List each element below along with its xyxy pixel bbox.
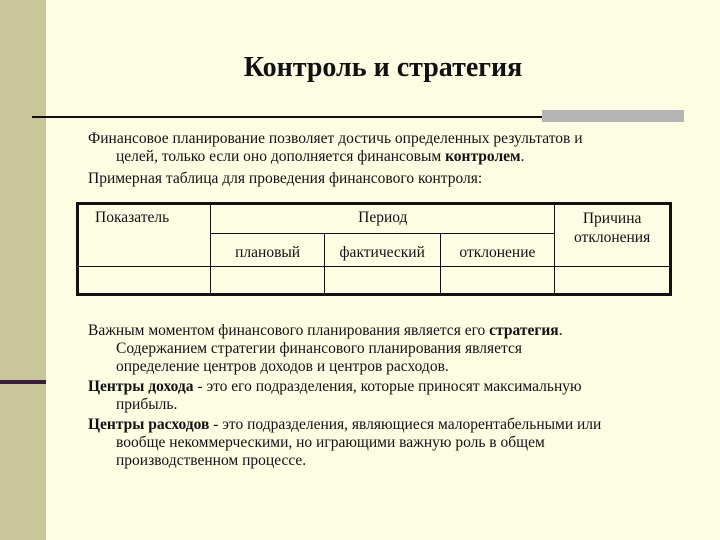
income-paragraph [88, 378, 698, 414]
strategy-line3: определение центров доходов и центров расходов. [116, 358, 449, 375]
income-line1 [88, 378, 582, 395]
slide-title: Контроль и стратегия [243, 52, 523, 83]
control-term: контролем [445, 148, 521, 165]
table-cell [555, 267, 671, 295]
header-reason [555, 204, 671, 267]
strategy-line1-text: Важным моментом финансового планирования является его [88, 322, 490, 339]
intro-paragraph [88, 130, 698, 166]
income-term: Центры дохода [88, 378, 194, 395]
income-line1-text: - это его подразделения, которые приносят максимальную [193, 378, 582, 395]
intro-line1: Финансовое планирование позволяет достичь определенных результатов и [88, 130, 583, 147]
header-period: Период [211, 204, 555, 234]
header-indicator: Показатель [78, 204, 211, 267]
expense-line1-text: - это подразделения, являющиеся малорентабельными или [209, 416, 602, 433]
expense-paragraph [88, 416, 698, 470]
header-reason-line1: Причина [582, 210, 642, 227]
expense-line3: производственном процессе. [116, 452, 307, 469]
intro-line2-end: . [520, 148, 525, 165]
table-cell [78, 267, 211, 295]
control-table [76, 202, 672, 296]
income-line2: прибыль. [116, 396, 178, 413]
strategy-paragraph [88, 322, 698, 376]
table-cell [324, 267, 440, 295]
left-decor-accent [0, 380, 46, 384]
intro-line2 [88, 148, 698, 166]
title-underline-box [542, 110, 684, 122]
header-deviation: отклонение [440, 234, 555, 267]
strategy-line1 [88, 322, 563, 339]
title-underline [32, 116, 542, 118]
table-cell [440, 267, 555, 295]
intro-line2-text: целей, только если оно дополняется финансовым [116, 148, 446, 165]
strategy-line2: Содержанием стратегии финансового планирования является [116, 340, 522, 357]
header-actual: фактический [324, 234, 440, 267]
expense-line1 [88, 416, 601, 433]
table-caption: Примерная таблица для проведения финансового контроля: [88, 170, 483, 187]
strategy-term: стратегия [489, 322, 559, 339]
expense-line2: вообще некоммерческими, но играющими важную роль в общем [116, 434, 545, 451]
expense-term: Центры расходов [88, 416, 210, 433]
header-reason-line2: отклонения [574, 229, 651, 246]
header-planned: плановый [211, 234, 325, 267]
strategy-line1-end: . [558, 322, 563, 339]
table-cell [211, 267, 325, 295]
